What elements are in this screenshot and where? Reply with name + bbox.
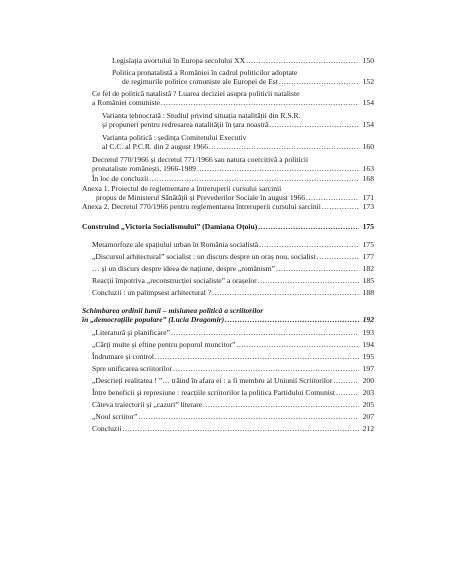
toc-entry	[82, 352, 374, 361]
toc-page-number: 173	[362, 202, 374, 211]
toc-entry	[82, 412, 374, 421]
dot-leader	[336, 388, 359, 397]
dot-leader	[276, 264, 359, 273]
toc-entry-title: al C.C. al P.C.R. din 2 august 1966	[102, 142, 208, 151]
toc-page-number: 168	[362, 174, 374, 183]
toc-page-number: 177	[362, 252, 374, 261]
toc-entry	[82, 184, 374, 193]
toc-page-number: 195	[362, 352, 374, 361]
toc-entry	[82, 77, 374, 86]
toc-entry	[82, 328, 374, 337]
dot-leader	[236, 340, 359, 349]
toc-entry-title: Câteva traiectorii și „cazuri” literare	[92, 400, 203, 409]
toc-entry-title: Construind „Victoria Socialismului” (Damiana Oțoiu)	[82, 222, 258, 231]
toc-entry-title: în „democrațiile populare” (Lucia Dragomir)	[82, 315, 225, 324]
toc-page-number: 152	[362, 77, 374, 86]
toc-entry-title: Îndrumare și control	[92, 352, 154, 361]
toc-entry-title: Anexa 2. Decretul 770/1966 pentru reglementarea întreruperii cursului sarcinii	[82, 202, 321, 211]
dot-leader	[212, 288, 359, 297]
toc-page-number: 182	[362, 264, 374, 273]
toc-entry	[82, 155, 374, 173]
toc-entry	[82, 111, 374, 129]
toc-entry	[82, 340, 374, 349]
toc-page-number: 163	[362, 164, 374, 173]
dot-leader	[322, 202, 359, 211]
toc-entry-title: În loc de concluzii	[92, 174, 149, 183]
toc-entry	[82, 264, 374, 273]
dot-leader	[209, 142, 359, 151]
dot-leader	[269, 120, 359, 129]
toc-page-number: 154	[362, 120, 374, 129]
toc-page-number: 188	[362, 288, 374, 297]
dot-leader	[306, 193, 359, 202]
toc-entry	[82, 56, 374, 65]
toc-entry	[82, 193, 374, 202]
toc-page-number: 175	[362, 222, 374, 231]
toc-entry	[82, 68, 374, 77]
toc-entry	[82, 133, 374, 151]
toc-entry-title: de regimurile politice comuniste ale Europei de Est	[122, 77, 278, 86]
toc-page-number: 212	[362, 424, 374, 433]
toc-entry-title: Varianta tehnocrată : Studiul privind situația natalității din R.S.R.	[102, 111, 301, 120]
toc-page-number: 207	[362, 412, 374, 421]
toc-page-number: 200	[362, 376, 374, 385]
toc-entry-title: a României comuniste	[92, 98, 160, 107]
toc-entry-title: Concluzii	[92, 424, 122, 433]
dot-leader	[155, 352, 359, 361]
toc-entry	[82, 364, 374, 373]
toc-page-number: 150	[362, 56, 374, 65]
toc-entry-title: Decretul 770/1966 și decretul 771/1966 sau natura coercitivă a politicii	[92, 155, 309, 164]
dot-leader	[259, 240, 359, 249]
dot-leader	[173, 364, 359, 373]
toc-page-number: 197	[362, 364, 374, 373]
toc-entry-title: Politica pronatalistă a României în cadrul politicilor adoptate	[112, 68, 298, 77]
toc-entry	[82, 240, 374, 249]
dot-leader	[333, 376, 359, 385]
toc-entry-title: … și un discurs despre ideea de națiune, despre „românism”	[92, 264, 276, 273]
toc-entry-title: Concluzii : un palimpsest arhitectural ?	[92, 288, 212, 297]
toc-page-number: 194	[362, 340, 374, 349]
toc-entry	[82, 306, 374, 324]
toc-entry-title: „Noul scriitor”	[92, 412, 138, 421]
dot-leader	[138, 412, 359, 421]
toc-page-number: 205	[362, 400, 374, 409]
toc-entry-title: Reacții împotriva „reconstrucției socialiste” a orașelor	[92, 276, 257, 285]
toc-entry-title: propus de Ministerul Sănătății și Prevederilor Sociale în august 1966	[96, 193, 306, 202]
toc-entry-title: Schimbarea ordinii lumii – misiunea politică a scriitorilor	[82, 306, 264, 315]
dot-leader	[171, 328, 359, 337]
toc-entry	[82, 400, 374, 409]
dot-leader	[123, 424, 359, 433]
toc-page-number: 160	[362, 142, 374, 151]
toc-page-number: 154	[362, 98, 374, 107]
dot-leader	[197, 164, 359, 173]
toc-entry	[82, 89, 374, 107]
toc-entry-title: Legislația avortului în Europa secolului XX	[112, 56, 246, 65]
toc-entry	[82, 376, 374, 385]
toc-entry	[82, 222, 374, 231]
toc-page-number: 203	[362, 388, 374, 397]
toc-entry-title: „Descrieți realitatea ! ”… trăind în afara ei : a fi membru al Uniunii Scriitorilor	[92, 376, 333, 385]
toc-entry-title: Anexa 1. Proiectul de reglementare a întreruperii cursului sarcinii	[82, 184, 282, 193]
toc-entry-title: „Discursul arhitectural” socialist : un discurs despre un oraș nou, socialist	[92, 252, 316, 261]
dot-leader	[225, 315, 359, 324]
dot-leader	[258, 222, 359, 231]
toc-entry	[82, 202, 374, 211]
toc-page-number: 171	[362, 193, 374, 202]
toc-page-number: 192	[362, 315, 374, 324]
dot-leader	[317, 252, 359, 261]
toc-entry-title: „Literatură și planificare”	[92, 328, 170, 337]
toc-entry	[82, 276, 374, 285]
toc-entry-title: Varianta politică : ședința Comitetului Executiv	[102, 133, 247, 142]
toc-entry	[82, 288, 374, 297]
toc-entry-title: și propuneri pentru redresarea natalității în țara noastră	[102, 120, 269, 129]
dot-leader	[258, 276, 359, 285]
toc-page-number: 193	[362, 328, 374, 337]
toc-entry-title: Metamorfoze ale spațiului urban în România socialistă	[92, 240, 259, 249]
toc-entry-title: Între beneficii și represiune : reacțiile scriitorilor la politica Partidului Comunist	[92, 388, 335, 397]
toc-entry-title: Ce fel de politică natalistă ? Luarea deciziei asupra politicii nataliste	[92, 89, 300, 98]
toc-entry	[82, 424, 374, 433]
dot-leader	[161, 98, 359, 107]
toc-entry-title: pronataliste românești, 1966-1989	[92, 164, 196, 173]
toc-entry	[82, 252, 374, 261]
toc-entry-title: „Cărți multe și eftine pentru poporul muncitor”	[92, 340, 236, 349]
dot-leader	[279, 77, 359, 86]
dot-leader	[149, 174, 359, 183]
dot-leader	[246, 56, 359, 65]
toc-page-number: 175	[362, 240, 374, 249]
dot-leader	[203, 400, 359, 409]
toc-entry	[82, 174, 374, 183]
toc-entry	[82, 388, 374, 397]
toc-page-number: 185	[362, 276, 374, 285]
toc-entry-title: Spre unificarea scriitorilor	[92, 364, 173, 373]
